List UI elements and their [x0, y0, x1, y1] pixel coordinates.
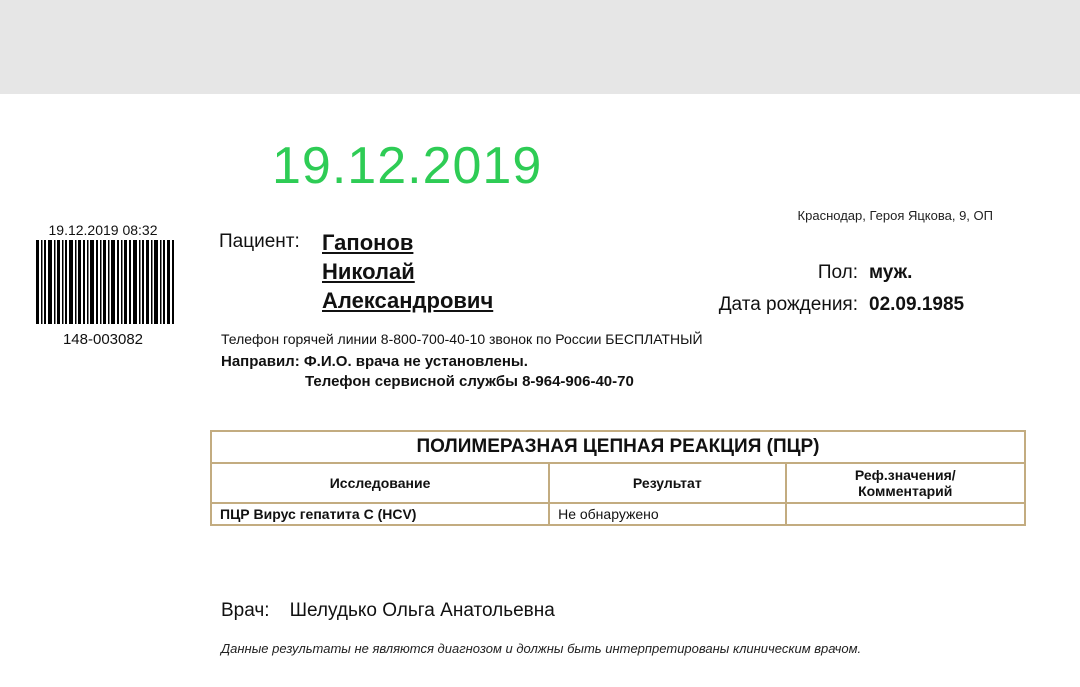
doctor-name: Шелудько Ольга Анатольевна — [289, 600, 555, 621]
top-gray-bar — [0, 0, 1080, 94]
table-title: ПОЛИМЕРАЗНАЯ ЦЕПНАЯ РЕАКЦИЯ (ПЦР) — [211, 431, 1025, 463]
patient-name — [322, 228, 493, 315]
cell-reference — [786, 503, 1025, 525]
results-table — [210, 430, 1026, 526]
referrer-text: Направил: Ф.И.О. врача не установлены. — [221, 353, 528, 370]
header-reference: Реф.значения/ Комментарий — [786, 463, 1025, 503]
sex-label: Пол: — [817, 262, 858, 283]
lab-address: Краснодар, Героя Яцкова, 9, ОП — [797, 208, 993, 223]
patient-label: Пациент: — [219, 231, 300, 252]
sex-value: муж. — [869, 262, 913, 283]
dob-label: Дата рождения: — [718, 294, 858, 315]
cell-test: ПЦР Вирус гепатита С (HCV) — [211, 503, 549, 525]
large-date: 19.12.2019 — [272, 137, 543, 195]
patient-patronymic: Александрович — [322, 288, 494, 313]
barcode-icon — [36, 240, 174, 324]
service-phone: Телефон сервисной службы 8-964-906-40-70 — [305, 373, 634, 390]
doctor-line — [221, 600, 555, 622]
doctor-label: Врач: — [221, 600, 270, 621]
hotline-text: Телефон горячей линии 8-800-700-40-10 звонок по России БЕСПЛАТНЫЙ — [221, 331, 703, 347]
barcode-timestamp: 19.12.2019 08:32 — [48, 222, 158, 238]
patient-first-name: Николай — [322, 259, 415, 284]
disclaimer: Данные результаты не являются диагнозом и должны быть интерпретированы клиническим врачом. — [221, 641, 862, 656]
cell-result: Не обнаружено — [549, 503, 785, 525]
header-test: Исследование — [211, 463, 549, 503]
patient-surname: Гапонов — [322, 230, 414, 255]
header-result: Результат — [549, 463, 785, 503]
barcode-number: 148-003082 — [62, 331, 144, 348]
barcode-block — [30, 222, 176, 348]
dob-value: 02.09.1985 — [869, 294, 965, 315]
table-row — [211, 503, 1025, 525]
